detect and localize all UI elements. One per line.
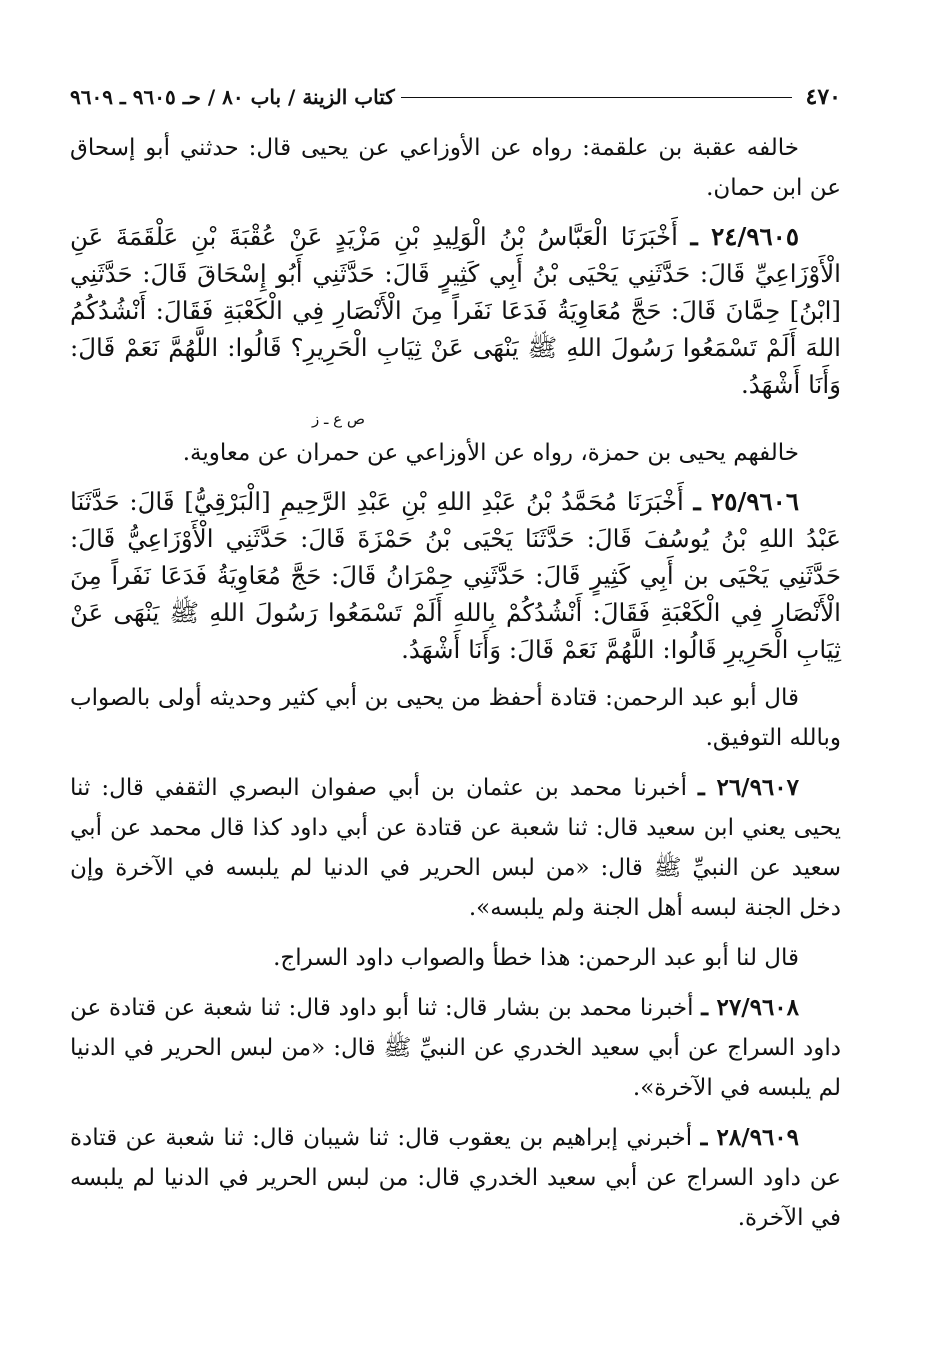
running-title: كتاب الزينة / باب ٨٠ / حـ ٩٦٠٥ ـ ٩٦٠٩ bbox=[70, 85, 395, 109]
main-text bbox=[70, 128, 841, 1238]
header-rule bbox=[401, 97, 792, 98]
hadith-number: ٢٤/٩٦٠٥ ـ bbox=[690, 222, 799, 251]
hadith-text: أخبرنا محمد بن بشار قال: ثنا أبو داود قال: ثنا شعبة عن قتادة عن داود السراج عن أبي سعيد الخدري عن النبيِّ ﷺ قال: «من لبس الحرير في الدنيا لم يلبسه في الآخرة». bbox=[70, 995, 841, 1101]
hadith-number: ٢٨/٩٦٠٩ ـ bbox=[700, 1124, 800, 1151]
hadith-paragraph bbox=[70, 988, 841, 1108]
manuscript-mark: ص ع ـ ز bbox=[311, 410, 365, 428]
paragraph-commentary bbox=[70, 678, 841, 758]
running-header bbox=[70, 80, 841, 114]
hadith-paragraph bbox=[70, 218, 841, 403]
hadith-number: ٢٦/٩٦٠٧ ـ bbox=[698, 774, 799, 801]
hadith-paragraph bbox=[70, 483, 841, 668]
hadith-paragraph bbox=[70, 1118, 841, 1238]
hadith-text: أَخْبَرَنَا الْعَبَّاسُ بْنُ الْوَلِيدِ بْنِ مَزْيَدٍ عَنْ عُقْبَةَ بْنِ عَلْقَمَةَ عَنِ الْأَوْزَاعِيِّ قَالَ: حَدَّثَنِي يَحْيَى بْنُ أَبِي كَثِيرٍ قَالَ: حَدَّثَنِي أَبُو إِسْحَاقَ قَالَ: حَدَّثَنِي [ابْنُ] حِمَّانَ قَالَ: حَجَّ مُعَاوِيَةُ فَدَعَا نَفَراً مِنَ الْأَنْصَارِ فِي الْكَعْبَةِ فَقَالَ: أَنْشُدُكُمُ اللهَ أَلَمْ تَسْمَعُوا رَسُولَ اللهِ ﷺ يَنْهَى عَنْ ثِيَابِ الْحَرِيرِ؟ قَالُوا: اللَّهُمَّ نَعَمْ قَالَ: وَأَنَا أَشْهَدُ. bbox=[70, 222, 841, 399]
paragraph-text: خالفهم يحيى بن حمزة، رواه عن الأوزاعي عن حمران عن معاوية. bbox=[182, 440, 799, 466]
hadith-text: أخبرنا محمد بن عثمان بن أبي صفوان البصري الثقفي قال: ثنا يحيى يعني ابن سعيد قال: ثنا شعبة عن قتادة عن أبي داود كذا قال محمد عن أبي سعيد عن النبيِّ ﷺ قال: «من لبس الحرير في الدنيا لم يلبسه في الآخرة وإن دخل الجنة لبسه أهل الجنة ولم يلبسه». bbox=[70, 775, 841, 921]
page-number: ٤٧٠ bbox=[805, 84, 841, 110]
paragraph-text: قال أبو عبد الرحمن: قتادة أحفظ من يحيى بن أبي كثير وحديثه أولى بالصواب وبالله التوفيق. bbox=[70, 685, 841, 751]
paragraph-commentary bbox=[70, 433, 841, 473]
hadith-text: أخبرني إبراهيم بن يعقوب قال: ثنا شيبان قال: ثنا شعبة عن قتادة عن داود السراج عن أبي سعيد الخدري قال: من لبس الحرير في الدنيا لم يلبسه في الآخرة. bbox=[70, 1125, 841, 1231]
hadith-text: أَخْبَرَنَا مُحَمَّدُ بْنُ عَبْدِ اللهِ بْنِ عَبْدِ الرَّحِيمِ [الْبَرْقِيُّ] قَالَ: حَدَّثَنَا عَبْدُ اللهِ بْنُ يُوسُفَ قَالَ: حَدَّثَنَا يَحْيَى بْنُ حَمْزَةَ قَالَ: حَدَّثَنِي الْأَوْزَاعِيُّ قَالَ: حَدَّثَنِي يَحْيَى بن أَبِي كَثِيرٍ قَالَ: حَدَّثَنِي حِمْرَانُ قَالَ: حَجَّ مُعَاوِيَةُ فَدَعَا نَفَراً مِنَ الْأَنْصَارِ فِي الْكَعْبَةِ فَقَالَ: أَنْشُدُكُمْ بِاللهِ أَلَمْ تَسْمَعُوا رَسُولَ اللهِ ﷺ يَنْهَى عَنْ ثِيَابِ الْحَرِيرِ قَالُوا: اللَّهُمَّ نَعَمْ قَالَ: وَأَنَا أَشْهَدُ. bbox=[70, 487, 841, 664]
paragraph-commentary bbox=[70, 938, 841, 978]
paragraph-text: قال لنا أبو عبد الرحمن: هذا خطأ والصواب داود السراج. bbox=[273, 945, 799, 971]
hadith-number: ٢٧/٩٦٠٨ ـ bbox=[701, 994, 800, 1021]
paragraph-commentary bbox=[70, 128, 841, 208]
page bbox=[70, 80, 841, 1336]
hadith-number: ٢٥/٩٦٠٦ ـ bbox=[693, 487, 799, 516]
paragraph-text: خالفه عقبة بن علقمة: رواه عن الأوزاعي عن يحيى قال: حدثني أبو إسحاق عن ابن حمان. bbox=[70, 135, 841, 201]
hadith-paragraph bbox=[70, 768, 841, 928]
